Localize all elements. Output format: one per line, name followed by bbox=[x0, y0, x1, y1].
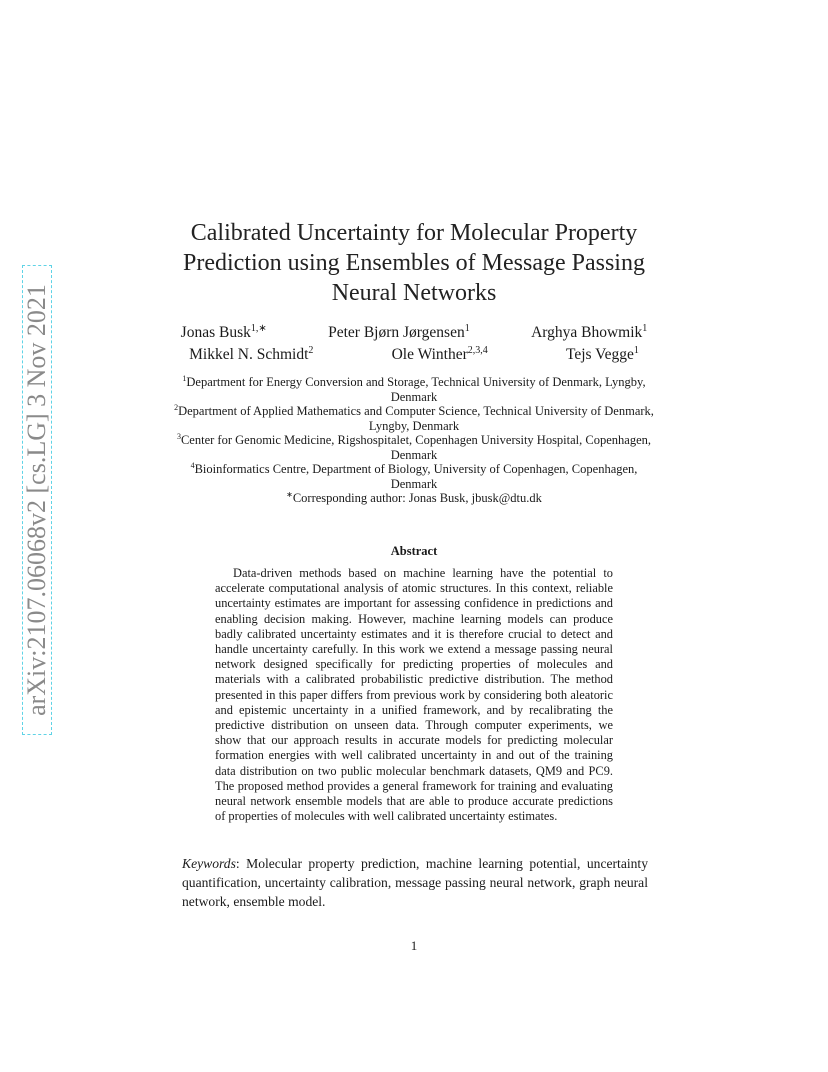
abstract-heading: Abstract bbox=[390, 544, 438, 558]
author-affiliation-mark: 2 bbox=[308, 344, 314, 356]
author-name: Mikkel N. Schmidt bbox=[189, 346, 309, 363]
author-affiliation-mark: 2,3,4 bbox=[467, 344, 488, 356]
affiliation-mark: 4 bbox=[190, 460, 195, 470]
author bbox=[328, 322, 470, 344]
keywords-text: : Molecular property prediction, machine learning potential, uncertainty quantification, uncertainty calibration, message passing neural network, graph neural network, ensemble model. bbox=[182, 856, 648, 909]
corresponding-author-text: Corresponding author: Jonas Busk, jbusk@dtu.dk bbox=[292, 491, 542, 505]
title-line: Prediction using Ensembles of Message Passing bbox=[183, 250, 645, 276]
affiliation-list bbox=[170, 375, 658, 506]
author-affiliation-mark: 1,∗ bbox=[250, 322, 267, 334]
author-list bbox=[150, 322, 678, 366]
author-row bbox=[150, 322, 678, 344]
author-name: Ole Winther bbox=[391, 346, 468, 363]
author-affiliation-mark: 1 bbox=[464, 322, 470, 334]
author-name: Peter Bjørn Jørgensen bbox=[328, 324, 465, 341]
corresponding-author bbox=[170, 491, 658, 506]
author-row bbox=[150, 344, 678, 366]
affiliation bbox=[170, 433, 658, 462]
page-number: 1 bbox=[410, 938, 418, 953]
affiliation bbox=[170, 375, 658, 404]
title-line: Neural Networks bbox=[331, 280, 497, 306]
affiliation-text: Center for Genomic Medicine, Rigshospitalet, Copenhagen University Hospital, Copenhagen, Denmark bbox=[180, 433, 652, 462]
affiliation-mark: 3 bbox=[176, 431, 181, 441]
affiliation-mark: ∗ bbox=[286, 489, 293, 499]
affiliation-text: Department of Applied Mathematics and Computer Science, Technical University of Denmark, Lyngby, Denmark bbox=[178, 404, 654, 433]
author bbox=[181, 322, 267, 344]
keywords bbox=[182, 854, 648, 911]
affiliation-text: Bioinformatics Centre, Department of Biology, University of Copenhagen, Copenhagen, Denmark bbox=[194, 462, 638, 491]
author-affiliation-mark: 1 bbox=[633, 344, 639, 356]
paper-title bbox=[170, 218, 658, 308]
title-line: Calibrated Uncertainty for Molecular Property bbox=[190, 220, 638, 246]
author bbox=[531, 322, 647, 344]
arxiv-sidebar-stamp bbox=[22, 265, 52, 735]
author-affiliation-mark: 1 bbox=[642, 322, 648, 334]
author bbox=[189, 344, 313, 366]
affiliation-mark: 2 bbox=[174, 402, 179, 412]
affiliation bbox=[170, 462, 658, 491]
arxiv-id: arXiv:2107.06068v2 [cs.LG] 3 Nov 2021 bbox=[22, 284, 51, 716]
keywords-label: Keywords bbox=[182, 856, 236, 871]
affiliation-text: Department for Energy Conversion and Storage, Technical University of Denmark, Lyngby, Denmark bbox=[186, 375, 646, 404]
abstract-body: Data-driven methods based on machine learning have the potential to accelerate computational analysis of atomic structures. In this context, reliable uncertainty estimates are important for assessing confidence in predictions and enabling decision making. However, machine learning models can produce badly calibrated uncertainty estimates and it is therefore crucial to detect and handle uncertainty carefully. In this work we extend a message passing neural network designed specifically for predicting properties of molecules and materials with a calibrated probabilistic predictive distribution. The method presented in this paper differs from previous work by considering both aleatoric and epistemic uncertainty in a unified framework, and by recalibrating the predictive distribution on unseen data. Through computer experiments, we show that our approach results in accurate models for predicting molecular formation energies with well calibrated uncertainty in and out of the training data distribution on two public molecular benchmark datasets, QM9 and PC9. The proposed method provides a general framework for training and evaluating neural network ensemble models that are able to produce accurate predictions of properties of molecules with well calibrated uncertainty estimates. bbox=[215, 566, 613, 824]
author bbox=[566, 344, 639, 366]
author bbox=[392, 344, 488, 366]
author-name: Arghya Bhowmik bbox=[531, 324, 643, 341]
affiliation-mark: 1 bbox=[182, 373, 187, 383]
affiliation bbox=[170, 404, 658, 433]
author-name: Jonas Busk bbox=[180, 324, 251, 341]
author-name: Tejs Vegge bbox=[565, 346, 634, 363]
